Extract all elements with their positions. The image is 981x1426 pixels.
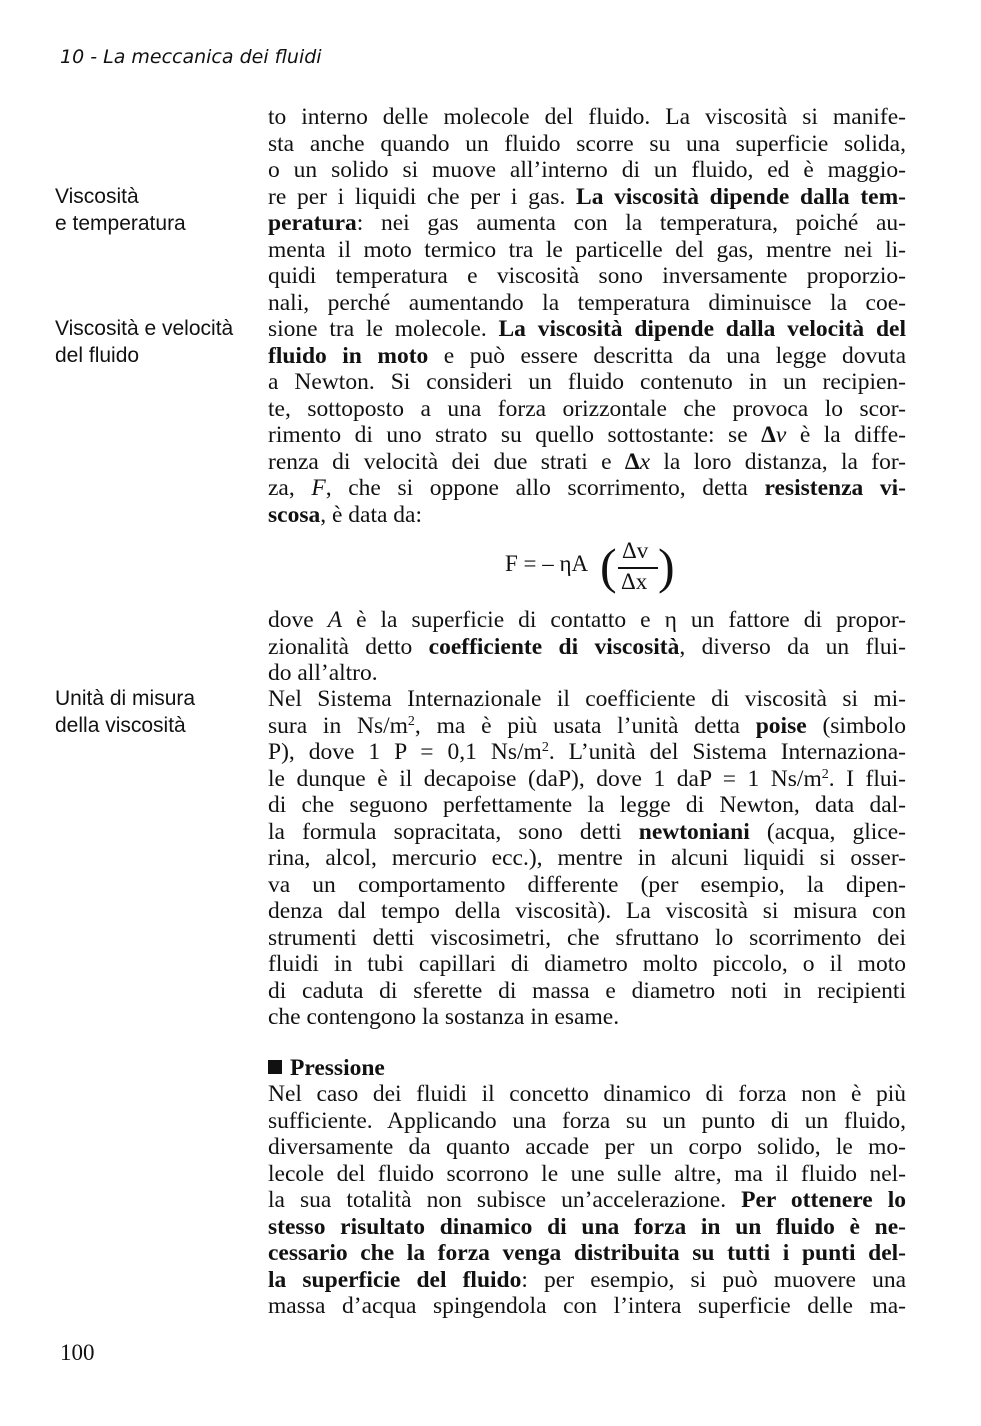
- left-parenthesis: (: [600, 538, 617, 594]
- paragraph-4: Nel caso dei fluidi il concetto dinamico di forza non è più sufficiente. Applicando una forza su un punto di un fluido, diversamente da quanto accade per un corpo solido, le mo- lecole del fluido scorrono le une sulle altre, ma il fluido nel- la sua totalità non subisce un’accelerazione. Per ottenere lo stesso risultato dinamico di una forza in un fluido è ne- cessario che la forza venga distribuita su tutti i punti del- la superficie del fluido: per esempio, si può muovere una massa d’acqua spingendola con l’intera superficie delle ma-: [268, 1081, 906, 1319]
- running-header: 10 - La meccanica dei fluidi: [60, 46, 322, 68]
- viscous-resistance-formula: [505, 538, 685, 598]
- margin-note-viscosity-velocity: Viscosità e velocità del fluido: [55, 317, 234, 367]
- formula-lhs: F = – ηA: [505, 551, 589, 576]
- paragraph-1: to interno delle molecole del fluido. La viscosità si manife- sta anche quando un fluido scorre su una superficie solida, o un solido si muove all’interno di un fluido, ed è maggio- re per i liquidi che per i gas. La viscosità dipende dalla tem- peratura: nei gas aumenta con la temperatura, poiché au- menta il moto termico tra le particelle del gas, mentre nei li- quidi temperatura e viscosità sono inversamente proporzio- nali, perché aumentando la temperatura diminuisce la coe- sione tra le molecole. La viscosità dipende dalla velocità del fluido in moto e può essere descritta da una legge dovuta a Newton. Si consideri un fluido contenuto in un recipien- te, sottoposto a una forza orizzontale che provoca lo scor- rimento di uno strato su quello sottostante: se Δv è la diffe- renza di velocità dei due strati e Δx la loro distanza, la for- za, F, che si oppone allo scorrimento, detta resistenza vi- scosa, è data da:: [268, 104, 906, 528]
- page-number: 100: [60, 1340, 95, 1365]
- margin-note-viscosity-units: Unità di misura della viscosità: [55, 687, 196, 737]
- square-bullet-icon: [268, 1060, 282, 1074]
- formula-denominator: Δx: [621, 569, 648, 594]
- margin-note-viscosity-temperature: Viscosità e temperatura: [55, 185, 186, 235]
- section-heading: Pressione: [268, 1055, 906, 1082]
- paragraph-2: dove A è la superficie di contatto e η un fattore di propor- zionalità detto coefficiente di viscosità, diverso da un flui- do all’altro.: [268, 607, 906, 686]
- formula-numerator: Δv: [622, 538, 649, 563]
- paragraph-3: Nel Sistema Internazionale il coefficiente di viscosità si mi- sura in $Ns/m^2$, ma è più usata l’unità detta poise (simbolo P), dove 1 P = 0,1 $Ns/m^2$. L’unità del Sistema Internaziona- le dunque è il decapoise (daP), dove 1 daP = 1 $Ns/m^2$. I flui- di che seguono perfettamente la legge di Newton, data dal- la formula sopracitata, sono detti newtoniani (acqua, glice- rina, alcol, mercurio ecc.), mentre in alcuni liquidi si osser- va un comportamento differente (per esempio, la dipen- denza dal tempo della viscosità). La viscosità si misura con strumenti detti viscosimetri, che sfruttano lo scorrimento dei fluidi in tubi capillari di diametro molto piccolo, o il moto di caduta di sferette di massa e diametro noti in recipienti che contengono la sostanza in esame.: [268, 686, 906, 1030]
- right-parenthesis: ): [658, 538, 675, 594]
